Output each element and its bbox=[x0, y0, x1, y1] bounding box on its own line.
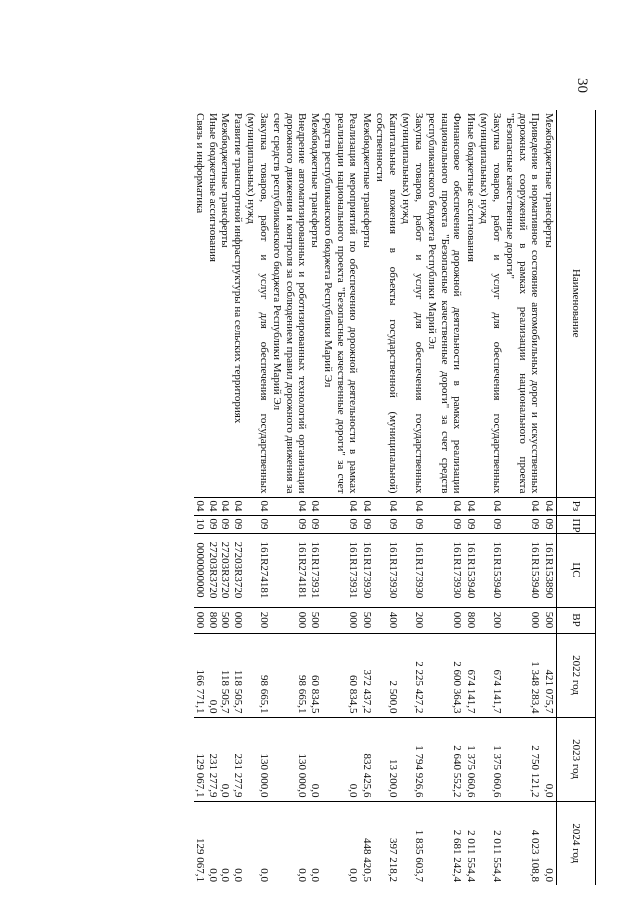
header-cs: ЦС bbox=[557, 533, 596, 607]
row-cs: 161R173931 161R274181 bbox=[271, 533, 322, 607]
row-vr: 200 bbox=[400, 607, 426, 633]
row-vr: 500 000 bbox=[271, 607, 322, 633]
row-cs: 161R173930 bbox=[426, 533, 465, 607]
row-pr: 09 bbox=[322, 515, 361, 533]
row-name: Межбюджетные трансферты bbox=[543, 113, 555, 248]
row-vr: 800 bbox=[465, 607, 479, 633]
row-cs: 27203R3720 27203R3720 27203R3720 0000000000 bbox=[194, 533, 245, 607]
row-2022: 118 505,7 118 505,7 0,0 166 771,1 bbox=[194, 633, 245, 717]
row-2022: 372 437,2 bbox=[361, 633, 375, 717]
table-row bbox=[361, 110, 375, 885]
row-cs: 161R153890 bbox=[543, 533, 557, 607]
row-name: Финансовое обеспечение дорожной деятельности в рамках реализации национального проекта "Безопасные качественные дороги" за счет средств республиканского бюджета Республики Марий Эл bbox=[426, 113, 464, 494]
row-2023: 0,0 130 000,0 bbox=[271, 717, 322, 801]
row-2022: 2 225 427,2 bbox=[400, 633, 426, 717]
row-2024: 4 023 108,8 bbox=[504, 801, 543, 885]
row-2023: 231 277,9 0,0 231 277,9 129 067,1 bbox=[194, 717, 245, 801]
row-2023: 130 000,0 bbox=[245, 717, 271, 801]
row-cs: 161R173930 bbox=[374, 533, 400, 607]
row-pr: 09 bbox=[400, 515, 426, 533]
row-vr: 500 bbox=[361, 607, 375, 633]
table-row bbox=[504, 110, 543, 885]
row-vr: 500 bbox=[543, 607, 557, 633]
table-row bbox=[543, 110, 557, 885]
row-vr: 200 bbox=[478, 607, 504, 633]
row-2024: 0,0 bbox=[245, 801, 271, 885]
row-2022: 1 348 283,4 bbox=[504, 633, 543, 717]
row-2024: 2 011 554,4 bbox=[478, 801, 504, 885]
row-2023: 13 200,0 bbox=[374, 717, 400, 801]
row-pr: 09 bbox=[543, 515, 557, 533]
row-rz: 04 bbox=[543, 497, 557, 515]
table-row bbox=[478, 110, 504, 885]
row-pr: 09 bbox=[478, 515, 504, 533]
row-name: Приведение в нормативное состояние автомобильных дорог и искусственных дорожных сооружений в рамках реализации национального проекта "Безопасные качественные дороги" bbox=[504, 113, 542, 494]
row-name: Закупка товаров, работ и услуг для обеспечения государственных (муниципальных) нужд bbox=[478, 113, 503, 494]
row-2022: 60 834,5 bbox=[322, 633, 361, 717]
row-2024: 0,0 bbox=[322, 801, 361, 885]
row-pr: 09 09 09 10 bbox=[194, 515, 245, 533]
table-row bbox=[322, 110, 361, 885]
header-2022: 2022 год bbox=[557, 633, 596, 717]
table-row bbox=[194, 110, 245, 885]
row-2023: 832 425,6 bbox=[361, 717, 375, 801]
row-cs: 161R153940 bbox=[465, 533, 479, 607]
header-name: Наименование bbox=[557, 110, 596, 497]
table-row bbox=[245, 110, 271, 885]
table-row bbox=[374, 110, 400, 885]
row-rz: 04 bbox=[478, 497, 504, 515]
row-rz: 04 bbox=[361, 497, 375, 515]
row-pr: 09 bbox=[374, 515, 400, 533]
row-vr: 000 500 800 000 bbox=[194, 607, 245, 633]
row-2023: 0,0 bbox=[543, 717, 557, 801]
row-2022: 421 075,7 bbox=[543, 633, 557, 717]
row-pr: 09 09 bbox=[271, 515, 322, 533]
row-cs: 161R173931 bbox=[322, 533, 361, 607]
table-row bbox=[465, 110, 479, 885]
row-name: Развитие транспортной инфраструктуры на сельских территориях Межбюджетные трансферты Иные бюджетные ассигнования Связь и информатика bbox=[194, 113, 244, 424]
row-rz: 04 bbox=[504, 497, 543, 515]
rotated-table-area bbox=[104, 110, 596, 885]
row-name: Реализация мероприятий по обеспечению дорожной деятельности в рамках реализации национального проекта "Безопасные качественные дороги" за счет средств республиканского бюджета Республики Марий Эл bbox=[322, 113, 360, 494]
row-2022: 674 141,7 bbox=[478, 633, 504, 717]
header-vr: ВР bbox=[557, 607, 596, 633]
row-pr: 09 bbox=[245, 515, 271, 533]
table-row bbox=[271, 110, 322, 885]
row-2024: 0,0 0,0 0,0 129 067,1 bbox=[194, 801, 245, 885]
row-vr: 200 bbox=[245, 607, 271, 633]
row-name: Закупка товаров, работ и услуг для обеспечения государственных (муниципальных) нужд bbox=[245, 113, 270, 494]
row-2023: 0,0 bbox=[322, 717, 361, 801]
row-cs: 161R153940 bbox=[504, 533, 543, 607]
row-rz: 04 bbox=[400, 497, 426, 515]
page-number: 30 bbox=[574, 78, 590, 93]
row-rz: 04 bbox=[465, 497, 479, 515]
row-rz: 04 bbox=[426, 497, 465, 515]
row-2023: 1 375 060,6 bbox=[465, 717, 479, 801]
row-2022: 674 141,7 bbox=[465, 633, 479, 717]
table-row bbox=[400, 110, 426, 885]
row-vr: 000 bbox=[322, 607, 361, 633]
row-vr: 000 bbox=[426, 607, 465, 633]
header-2023: 2023 год bbox=[557, 717, 596, 801]
row-2023: 1 375 060,6 bbox=[478, 717, 504, 801]
row-pr: 09 bbox=[361, 515, 375, 533]
header-row bbox=[557, 110, 596, 885]
header-2024: 2024 год bbox=[557, 801, 596, 885]
row-name: Иные бюджетные ассигнования bbox=[465, 113, 477, 262]
row-2022: 60 834,5 98 665,1 bbox=[271, 633, 322, 717]
row-name: Капитальные вложения в объекты государственной (муниципальной) собственности bbox=[374, 113, 399, 494]
row-pr: 09 bbox=[465, 515, 479, 533]
row-2023: 1 794 926,6 bbox=[400, 717, 426, 801]
row-rz: 04 bbox=[322, 497, 361, 515]
row-rz: 04 bbox=[374, 497, 400, 515]
row-pr: 09 bbox=[426, 515, 465, 533]
row-2024: 0,0 bbox=[543, 801, 557, 885]
row-rz: 04 04 bbox=[271, 497, 322, 515]
row-name: Закупка товаров, работ и услуг для обеспечения государственных (муниципальных) нужд bbox=[400, 113, 425, 494]
row-2024: 0,0 0,0 bbox=[271, 801, 322, 885]
row-vr: 400 bbox=[374, 607, 400, 633]
row-2022: 98 665,1 bbox=[245, 633, 271, 717]
row-name: Межбюджетные трансферты Внедрение автоматизированных и роботизированных технологий организации дорожного движения и контроля за соблюдением правил дорожного движения за счет средств республиканского бюджета Республики Марий Эл bbox=[271, 113, 321, 494]
header-pr: ПР bbox=[557, 515, 596, 533]
row-vr: 000 bbox=[504, 607, 543, 633]
row-2024: 1 835 603,7 bbox=[400, 801, 426, 885]
row-pr: 09 bbox=[504, 515, 543, 533]
budget-table bbox=[194, 110, 596, 885]
row-2023: 2 640 552,2 bbox=[426, 717, 465, 801]
header-rz: Рз bbox=[557, 497, 596, 515]
row-cs: 161R173930 bbox=[361, 533, 375, 607]
row-2022: 2 500,0 bbox=[374, 633, 400, 717]
row-name: Межбюджетные трансферты bbox=[361, 113, 373, 248]
row-2024: 448 420,5 bbox=[361, 801, 375, 885]
row-2024: 397 218,2 bbox=[374, 801, 400, 885]
row-2023: 2 750 121,2 bbox=[504, 717, 543, 801]
row-cs: 161R153940 bbox=[478, 533, 504, 607]
row-rz: 04 bbox=[245, 497, 271, 515]
row-cs: 161R274181 bbox=[245, 533, 271, 607]
row-2024: 2 011 554,4 bbox=[465, 801, 479, 885]
row-2024: 2 681 242,4 bbox=[426, 801, 465, 885]
row-cs: 161R173930 bbox=[400, 533, 426, 607]
table-row bbox=[426, 110, 465, 885]
row-2022: 2 600 364,3 bbox=[426, 633, 465, 717]
row-rz: 04 04 04 04 bbox=[194, 497, 245, 515]
